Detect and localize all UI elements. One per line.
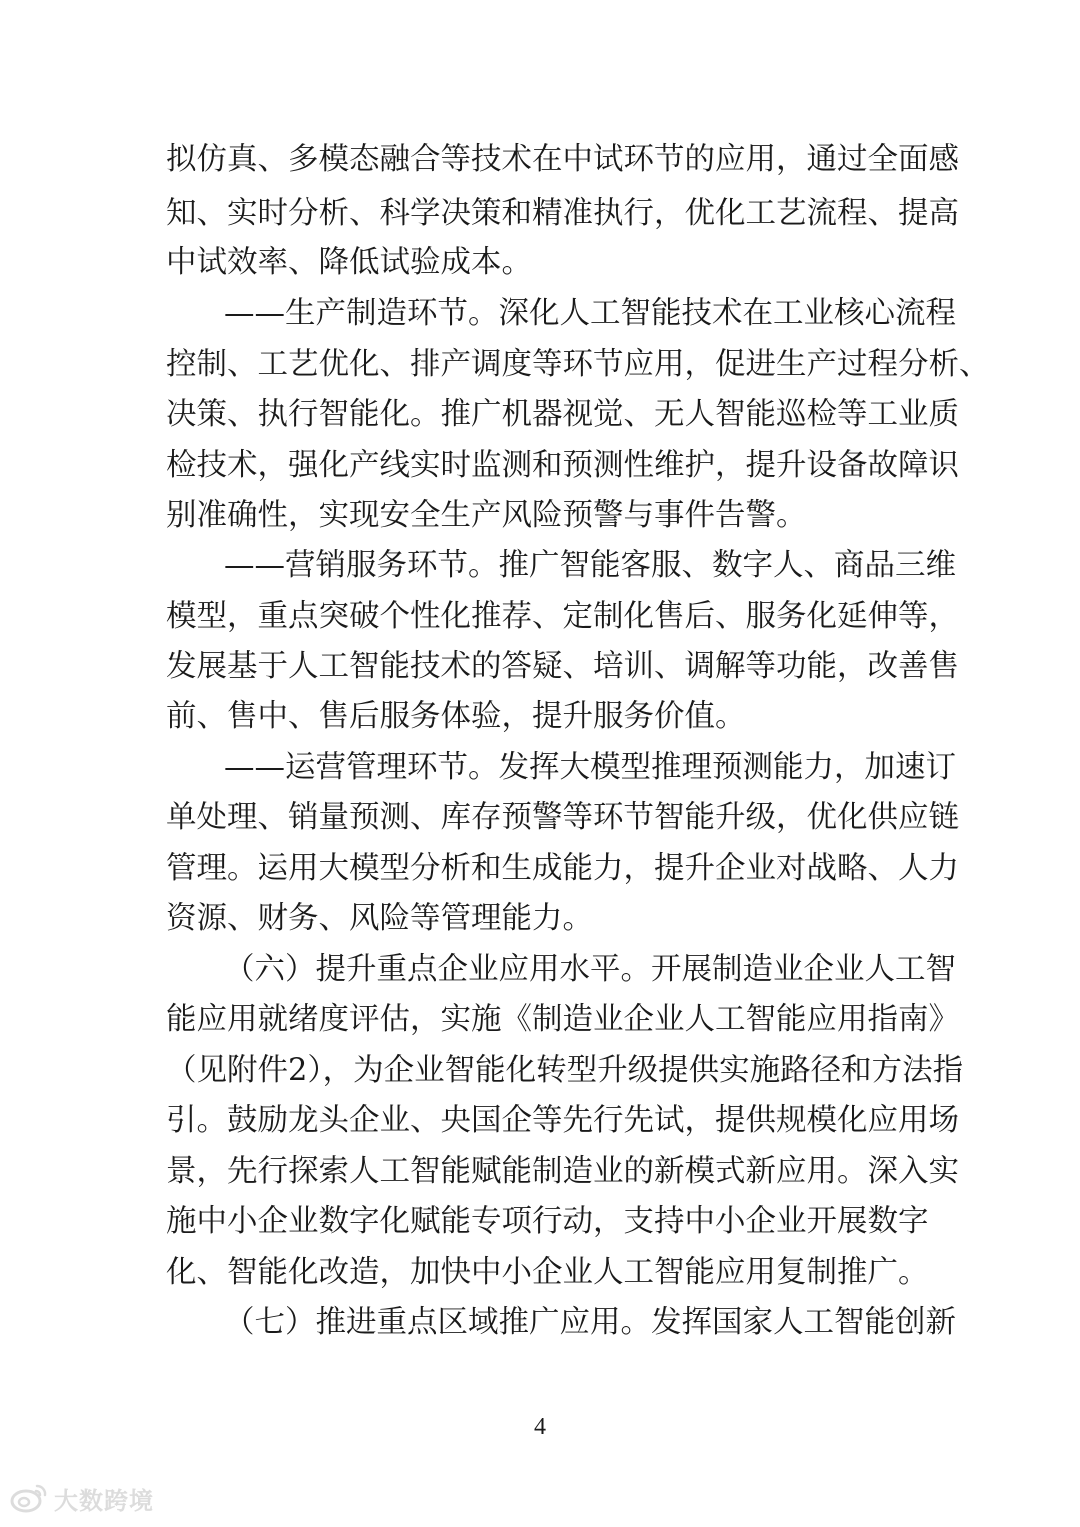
section-heading-line: ——运营管理环节。发挥大模型推理预测能力，加速订	[224, 750, 956, 785]
body-text-line: 管理。运用大模型分析和生成能力，提升企业对战略、人力	[166, 851, 959, 886]
watermark	[10, 1478, 154, 1518]
body-text-line: 引。鼓励龙头企业、央国企等先行先试，提供规模化应用场	[166, 1103, 959, 1138]
body-text-line: 中试效率、降低试验成本。	[166, 245, 532, 280]
body-text-line: 施中小企业数字化赋能专项行动，支持中小企业开展数字	[166, 1204, 929, 1239]
body-text-line: 知、实时分析、科学决策和精准执行，优化工艺流程、提高	[166, 196, 959, 231]
page-number: 4	[534, 1414, 546, 1440]
body-text-line: 单处理、销量预测、库存预警等环节智能升级，优化供应链	[166, 800, 959, 835]
watermark-text: 大数跨境	[54, 1486, 154, 1515]
body-text-line: 化、智能化改造，加快中小企业人工智能应用复制推广。	[166, 1255, 929, 1290]
body-text-line: 景，先行探索人工智能赋能制造业的新模式新应用。深入实	[166, 1154, 959, 1189]
section-heading-line: （七）推进重点区域推广应用。发挥国家人工智能创新	[224, 1305, 956, 1340]
body-text-line: 模型，重点突破个性化推荐、定制化售后、服务化延伸等，	[166, 599, 959, 634]
section-heading-line: ——营销服务环节。推广智能客服、数字人、商品三维	[224, 548, 956, 583]
body-text-line: 资源、财务、风险等管理能力。	[166, 901, 593, 936]
body-text-line: 别准确性，实现安全生产风险预警与事件告警。	[166, 498, 807, 533]
body-text-line: 控制、工艺优化、排产调度等环节应用，促进生产过程分析、	[166, 347, 990, 382]
weibo-logo-icon	[10, 1482, 48, 1514]
body-text-line: 检技术，强化产线实时监测和预测性维护，提升设备故障识	[166, 448, 959, 483]
body-text-line: 拟仿真、多模态融合等技术在中试环节的应用，通过全面感	[166, 142, 959, 177]
section-heading-line: ——生产制造环节。深化人工智能技术在工业核心流程	[224, 296, 956, 331]
section-heading-line: （六）提升重点企业应用水平。开展制造业企业人工智	[224, 952, 956, 987]
body-text-line: 决策、执行智能化。推广机器视觉、无人智能巡检等工业质	[166, 397, 959, 432]
body-text-line: 前、售中、售后服务体验，提升服务价值。	[166, 699, 746, 734]
body-text-line: （见附件2），为企业智能化转型升级提供实施路径和方法指	[166, 1053, 964, 1088]
body-text-line: 能应用就绪度评估，实施《制造业企业人工智能应用指南》	[166, 1002, 959, 1037]
body-text-line: 发展基于人工智能技术的答疑、培训、调解等功能，改善售	[166, 649, 959, 684]
